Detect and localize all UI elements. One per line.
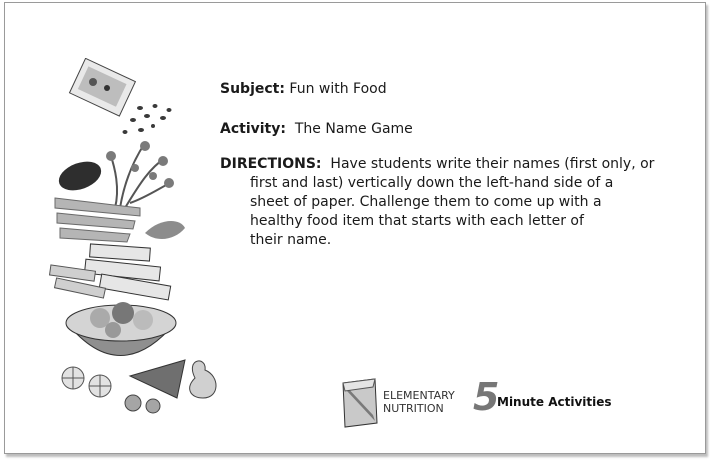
subject-value: Fun with Food	[289, 81, 387, 97]
carrot-greens-icon	[110, 143, 170, 208]
elementary-nutrition-line2: NUTRITION	[383, 402, 444, 415]
directions-label: DIRECTIONS:	[220, 156, 322, 172]
elementary-nutrition-logo	[339, 375, 464, 431]
seeds-icon	[123, 104, 172, 134]
cheese-sticks-icon	[50, 244, 171, 300]
eggplant-icon	[55, 156, 105, 195]
pear-icon	[190, 361, 216, 398]
activity-value: The Name Game	[294, 121, 413, 137]
directions-first-line	[220, 155, 655, 174]
directions-text-rest: first and last) vertically down the left-hand side of a sheet of paper. Challenge them to come up with a healthy food item that starts with each letter of their name.	[250, 175, 614, 248]
directions-text-first: Have students write their names (first only, or	[330, 156, 655, 172]
leaf-icon	[145, 221, 185, 239]
directions-block	[220, 155, 655, 250]
five-minute-activities-logo	[473, 375, 643, 421]
watermelon-icon	[130, 360, 185, 398]
minute-activities-text: Minute Activities	[497, 395, 612, 409]
sandwich-icon	[339, 375, 381, 431]
seed-packet-icon	[69, 58, 135, 116]
fruit-bowl-icon	[66, 302, 176, 356]
activity-label: Activity:	[220, 121, 286, 137]
elementary-nutrition-line1: ELEMENTARY	[383, 389, 455, 402]
activity-card	[4, 2, 706, 454]
food-collage-icon	[45, 58, 235, 418]
citrus-slices-icon	[62, 367, 111, 397]
elementary-nutrition-text	[383, 389, 455, 415]
subject-line	[220, 80, 387, 99]
subject-label: Subject:	[220, 81, 285, 97]
activity-line	[220, 120, 413, 139]
five-numeral: 5	[473, 375, 500, 419]
